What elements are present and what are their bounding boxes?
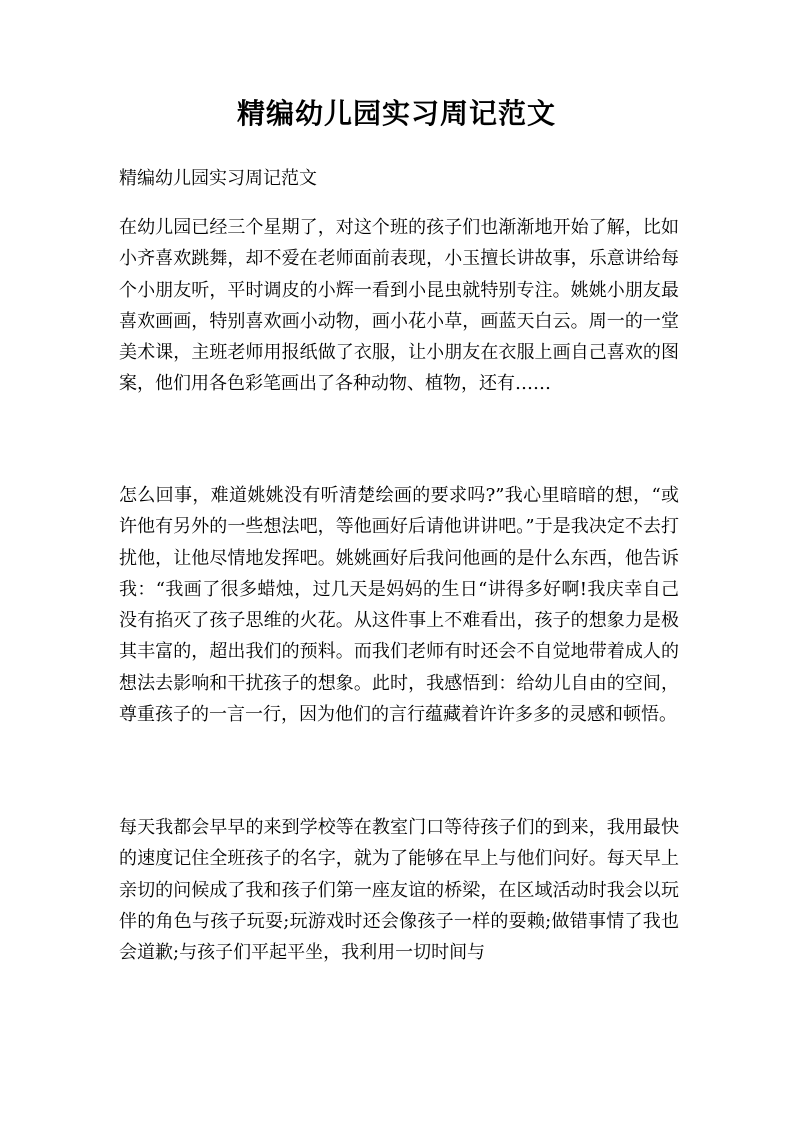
paragraph-2: 怎么回事，难道姚姚没有听清楚绘画的要求吗?”我心里暗暗的想，“或许他有另外的一些想法吧，等他画好后请他讲讲吧。”于是我决定不去打扰他，让他尽情地发挥吧。姚姚画好后我问他画的是什么东西，他告诉我：“我画了很多蜡烛，过几天是妈妈的生日“讲得多好啊!我庆幸自己没有掐灭了孩子思维的火花。从这件事上不难看出，孩子的想象力是极其丰富的，超出我们的预料。而我们老师有时还会不自觉地带着成人的想法去影响和干扰孩子的想象。此时，我感悟到：给幼儿自由的空间，尊重孩子的一言一行，因为他们的言行蕴藏着许许多多的灵感和顿悟。 <box>119 485 679 726</box>
document-title: 精编幼儿园实习周记范文 <box>236 97 556 130</box>
paragraph-3: 每天我都会早早的来到学校等在教室门口等待孩子们的到来，我用最快的速度记住全班孩子的名字，就为了能够在早上与他们问好。每天早上亲切的问候成了我和孩子们第一座友谊的桥梁，在区域活动时我会以玩伴的角色与孩子玩耍;玩游戏时还会像孩子一样的耍赖;做错事情了我也会道歉;与孩子们平起平坐，我利用一切时间与 <box>119 817 679 964</box>
paragraph-1: 在幼儿园已经三个星期了，对这个班的孩子们也渐渐地开始了解，比如小齐喜欢跳舞，却不爱在老师面前表现，小玉擅长讲故事，乐意讲给每个小朋友听，平时调皮的小辉一看到小昆虫就特别专注。姚姚小朋友最喜欢画画，特别喜欢画小动物，画小花小草，画蓝天白云。周一的一堂美术课，主班老师用报纸做了衣服，让小朋友在衣服上画自己喜欢的图案，他们用各色彩笔画出了各种动物、植物，还有…… <box>119 217 679 395</box>
document-subtitle: 精编幼儿园实习周记范文 <box>119 168 317 189</box>
